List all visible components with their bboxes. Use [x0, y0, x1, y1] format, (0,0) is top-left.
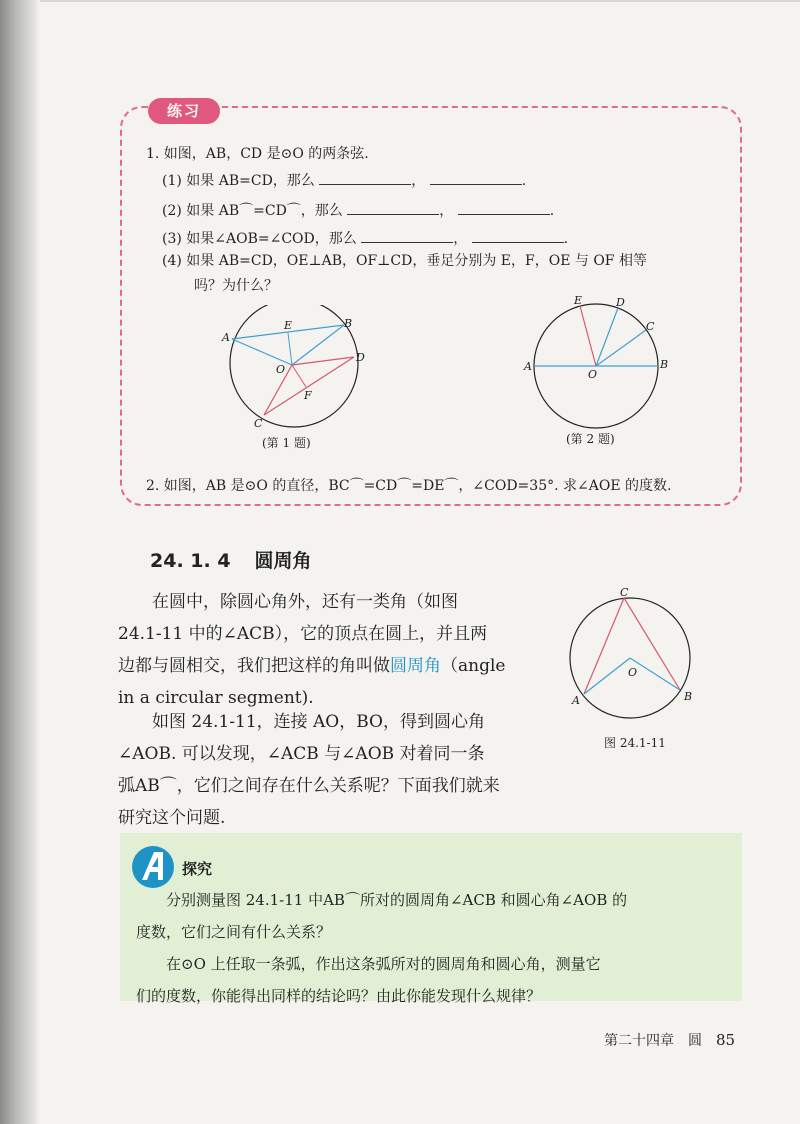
section-heading: [150, 546, 312, 573]
paragraph-1: [118, 586, 538, 714]
para1-line: in a circular segment).: [118, 688, 314, 708]
para2-line: 研究这个问题.: [118, 808, 226, 828]
fig2-label-b: B: [660, 358, 669, 371]
figure-24-1-11: [562, 586, 712, 726]
paragraph-2: [118, 706, 538, 834]
explore-icon: [132, 846, 174, 888]
fig1-label-b: B: [344, 317, 353, 330]
q1-item-1: (1) 如果 AB=CD，那么 ， .: [162, 170, 526, 190]
q1-item-2: (2) 如果 AB⌒=CD⌒，那么 ， .: [162, 200, 554, 220]
para1-line: 24.1-11 中的∠ACB），它的顶点在圆上，并且两: [118, 624, 488, 644]
explore-title: 探究: [182, 860, 213, 878]
fig1-label-e: E: [284, 319, 293, 332]
answer-blank[interactable]: [458, 200, 550, 215]
explore-text: [136, 884, 726, 1012]
fig2-label-c: C: [646, 320, 655, 333]
q1-item-3: (3) 如果∠AOB=∠COD，那么 ， .: [162, 228, 568, 248]
figure-1: [220, 305, 370, 435]
fig1-label-d: D: [356, 351, 365, 364]
term-english: （angle: [441, 656, 506, 676]
para2-line: 弧AB⌒，它们之间存在什么关系呢？下面我们就来: [118, 776, 500, 796]
answer-blank[interactable]: [361, 228, 453, 243]
page-footer: [604, 1030, 735, 1050]
fig1-label-f: F: [304, 389, 312, 402]
para1-line: 在圆中，除圆心角外，还有一类角（如图: [118, 592, 458, 612]
para2-line: ∠AOB. 可以发现，∠ACB 与∠AOB 对着同一条: [118, 744, 485, 764]
explore-line: 在⊙O 上任取一条弧，作出这条弧所对的圆周角和圆心角，测量它: [136, 955, 601, 973]
page-number: 85: [716, 1031, 736, 1049]
explore-line: 度数，它们之间有什么关系？: [136, 923, 332, 941]
practice-tag: 练习: [148, 98, 220, 124]
section-number: 24. 1. 4: [150, 550, 231, 572]
answer-blank[interactable]: [319, 170, 411, 185]
fig2-label-d: D: [616, 296, 625, 309]
fig2-label-a: A: [524, 360, 532, 373]
explore-line: 分别测量图 24.1-11 中AB⌒所对的圆周角∠ACB 和圆心角∠AOB 的: [136, 891, 628, 909]
para1-line: [118, 650, 538, 682]
fig1-label-a: A: [222, 331, 230, 344]
chapter-label: 第二十四章 圆: [604, 1033, 702, 1049]
figure-2: [520, 292, 670, 432]
fig1-caption: (第 1 题): [262, 436, 311, 450]
term-inscribed-angle: 圆周角: [390, 656, 441, 676]
fig2-label-e: E: [574, 294, 583, 307]
para1-line-text: 边都与圆相交，我们把这样的角叫做: [118, 656, 390, 676]
q1-item-3-text: (3) 如果∠AOB=∠COD，那么: [162, 231, 357, 247]
fig3-label-b: B: [684, 690, 693, 703]
answer-blank[interactable]: [472, 228, 564, 243]
book-spine-shadow: [0, 0, 40, 1124]
fig3-label-c: C: [620, 586, 629, 599]
fig1-label-c: C: [254, 417, 263, 430]
fig2-label-o: O: [588, 368, 598, 381]
fig2-caption: (第 2 题): [566, 432, 615, 446]
q2-text: 2. 如图，AB 是⊙O 的直径，BC⌒=CD⌒=DE⌒，∠COD=35°. 求∠AOE 的度数.: [146, 478, 672, 494]
explore-line: 们的度数，你能得出同样的结论吗？由此你能发现什么规律？: [136, 987, 542, 1005]
answer-blank[interactable]: [347, 200, 439, 215]
fig1-label-o: O: [276, 363, 286, 376]
answer-blank[interactable]: [430, 170, 522, 185]
para2-line: 如图 24.1-11，连接 AO，BO，得到圆心角: [118, 712, 485, 732]
q1-intro: 1. 如图，AB，CD 是⊙O 的两条弦.: [146, 146, 369, 162]
fig3-caption: 图 24.1-11: [604, 736, 666, 750]
section-title: 圆周角: [254, 550, 312, 572]
q1-item-4-cont: 吗？为什么？: [194, 278, 278, 294]
q1-item-2-text: (2) 如果 AB⌒=CD⌒，那么: [162, 203, 343, 219]
fig3-label-o: O: [628, 666, 638, 679]
page-edge: [40, 0, 800, 2]
q1-item-1-text: (1) 如果 AB=CD，那么: [162, 173, 315, 189]
q1-item-4: (4) 如果 AB=CD，OE⊥AB，OF⊥CD，垂足分别为 E，F，OE 与 OF 相等: [162, 253, 647, 269]
fig3-label-a: A: [572, 694, 580, 707]
